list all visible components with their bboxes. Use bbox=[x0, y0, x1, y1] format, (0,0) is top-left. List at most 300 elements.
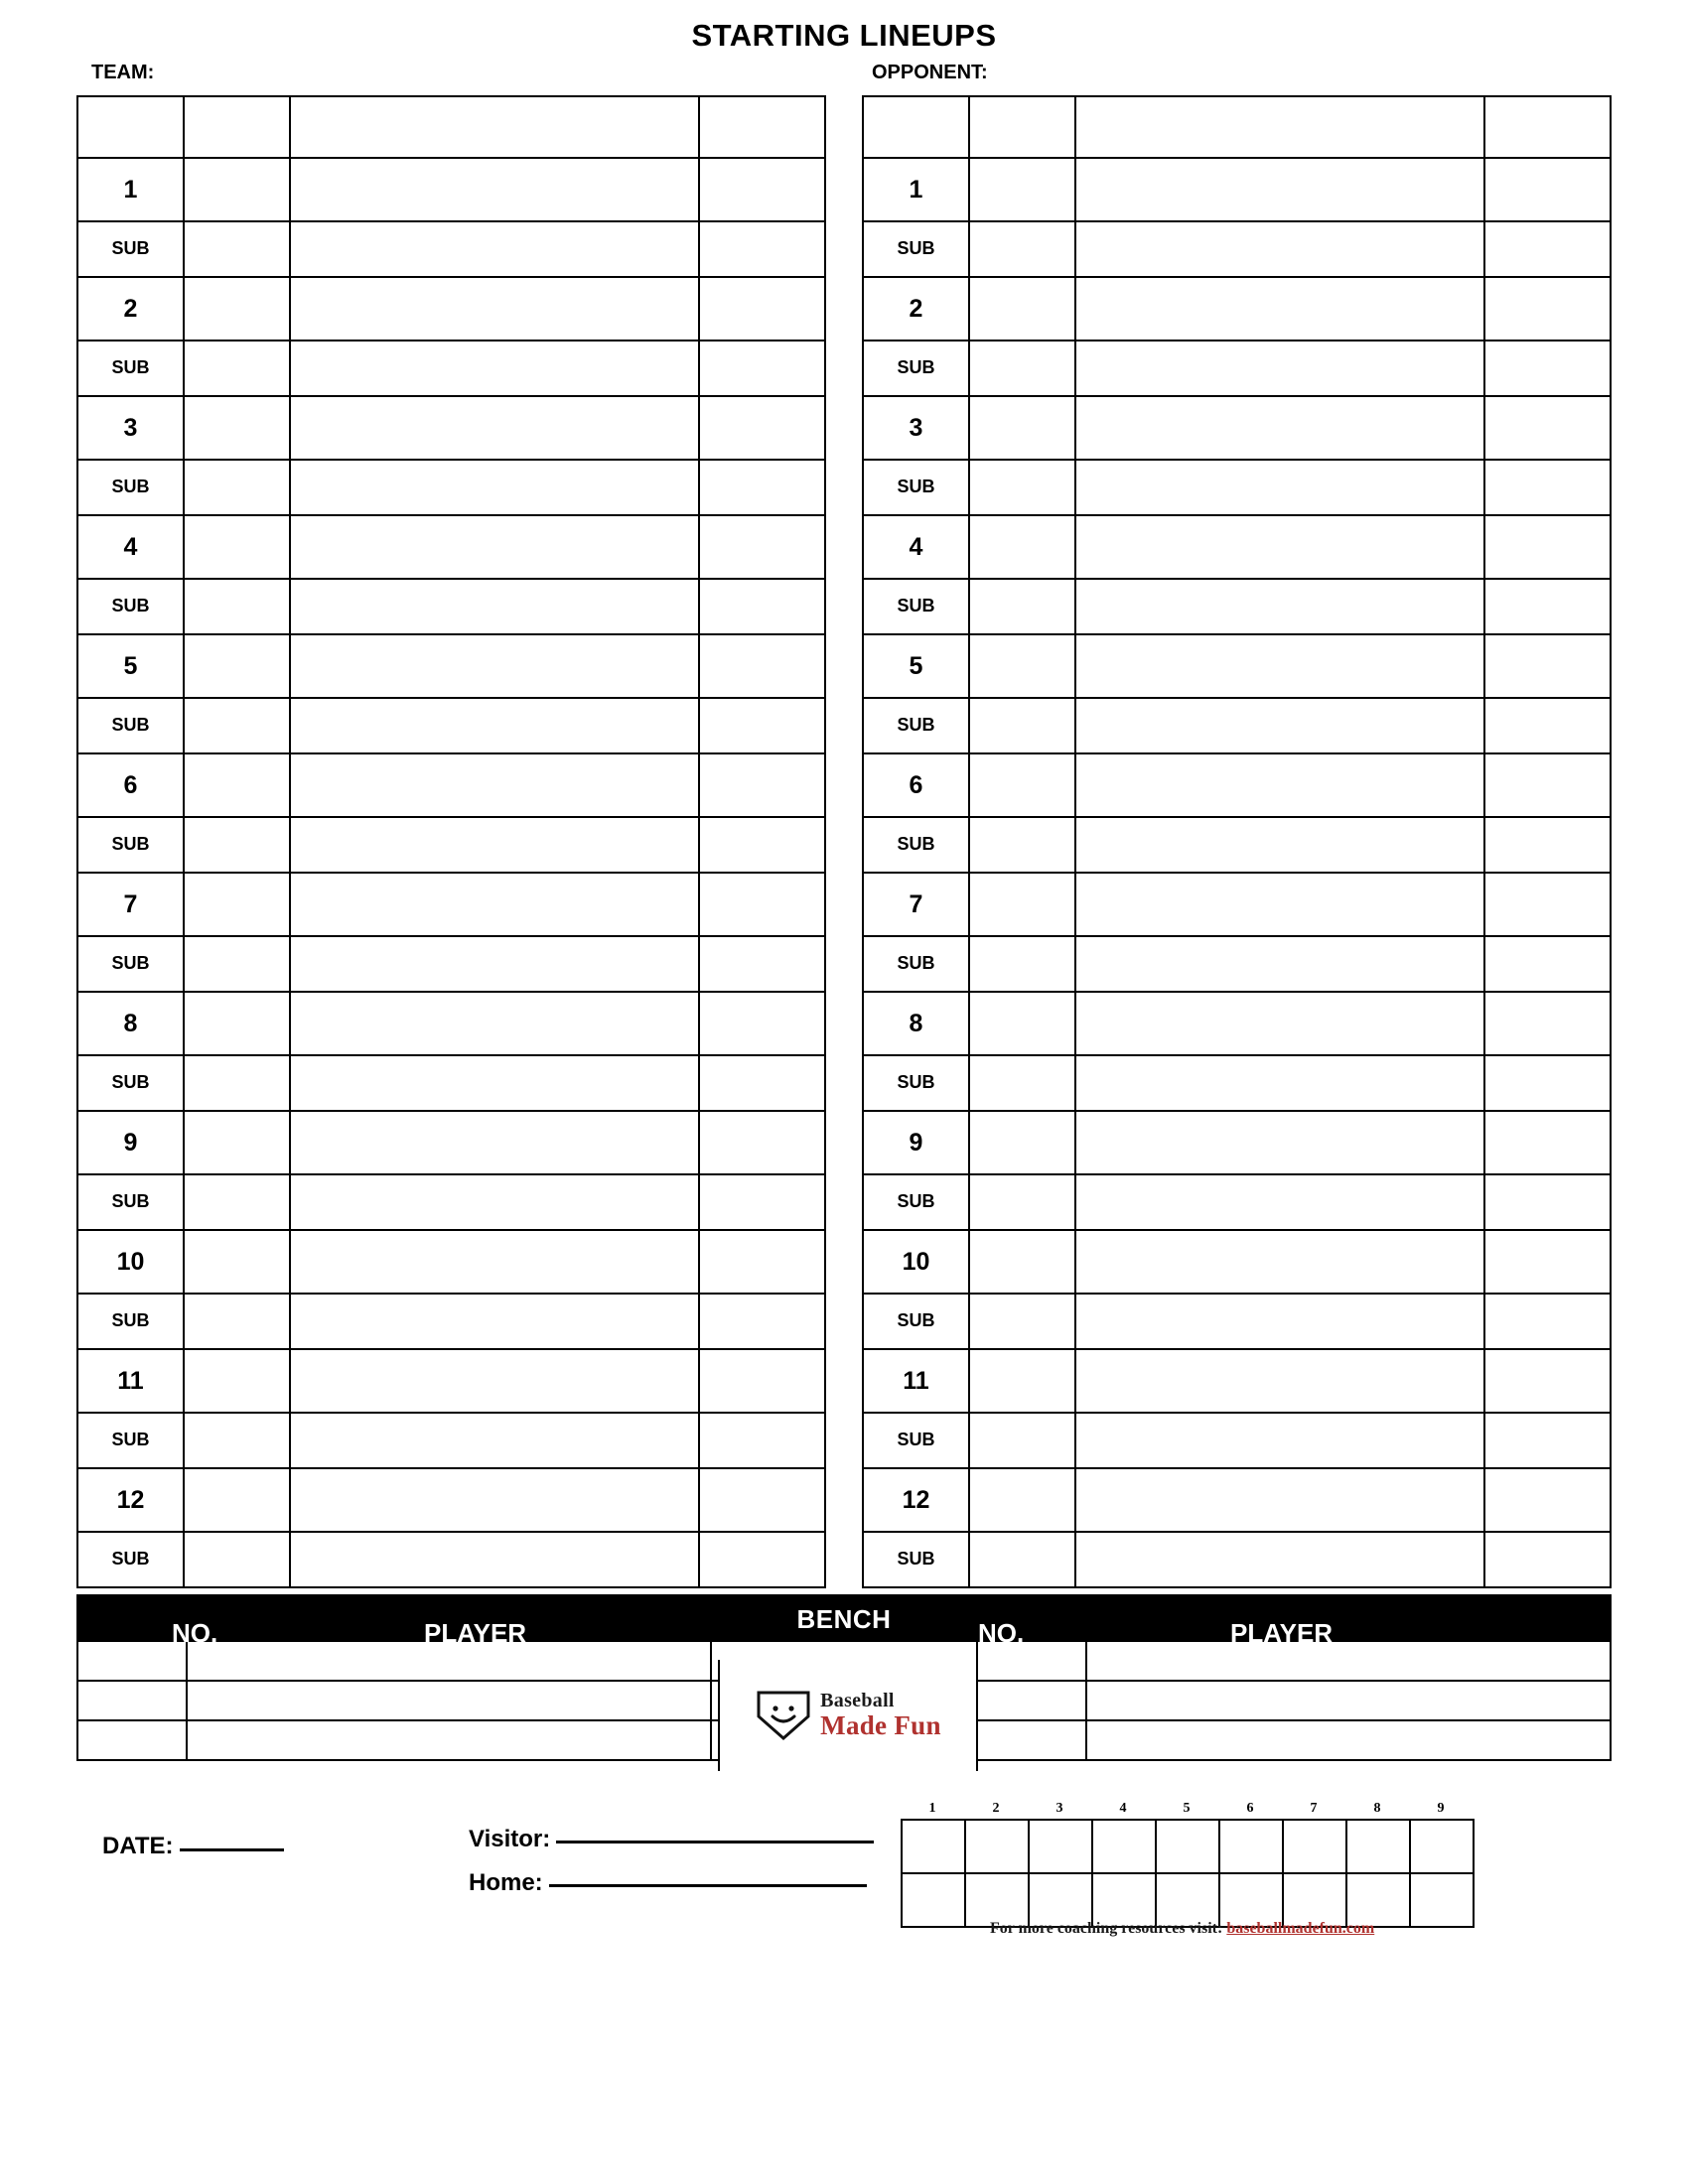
player-cell[interactable] bbox=[1075, 579, 1484, 634]
table-row bbox=[77, 1294, 825, 1349]
extra-cell[interactable] bbox=[699, 1055, 825, 1111]
position-cell[interactable] bbox=[184, 1294, 290, 1349]
extra-cell[interactable] bbox=[1484, 579, 1611, 634]
position-cell[interactable] bbox=[184, 992, 290, 1055]
position-cell[interactable] bbox=[969, 817, 1075, 873]
table-row bbox=[77, 1055, 825, 1111]
inning-cell[interactable] bbox=[1346, 1873, 1410, 1927]
table-row bbox=[863, 277, 1611, 341]
footer-section bbox=[76, 1789, 1612, 1938]
home-plate-smiley-icon bbox=[755, 1689, 812, 1742]
extra-cell[interactable] bbox=[699, 1413, 825, 1468]
slot-number: 2 bbox=[123, 294, 138, 323]
position-cell[interactable] bbox=[969, 158, 1075, 221]
player-cell[interactable] bbox=[1075, 698, 1484, 753]
bench-title: BENCH bbox=[76, 1594, 1612, 1640]
sub-label: SUB bbox=[897, 834, 935, 854]
inning-numbers-row bbox=[901, 1801, 1475, 1817]
position-cell[interactable] bbox=[969, 460, 1075, 515]
bench-player-cell[interactable] bbox=[187, 1720, 711, 1760]
bench-no-cell[interactable] bbox=[77, 1681, 187, 1720]
sub-label: SUB bbox=[111, 477, 150, 496]
inning-number: 5 bbox=[1183, 1801, 1191, 1816]
extra-cell[interactable] bbox=[699, 158, 825, 221]
position-cell[interactable] bbox=[184, 515, 290, 579]
position-cell[interactable] bbox=[969, 1349, 1075, 1413]
date-blank-line[interactable] bbox=[180, 1833, 284, 1851]
opp-header-num-cell[interactable] bbox=[863, 96, 969, 158]
visitor-field[interactable] bbox=[469, 1825, 874, 1853]
extra-cell[interactable] bbox=[1484, 1230, 1611, 1294]
position-cell[interactable] bbox=[969, 1230, 1075, 1294]
position-cell[interactable] bbox=[969, 396, 1075, 460]
table-row bbox=[863, 515, 1611, 579]
extra-cell[interactable] bbox=[699, 1468, 825, 1532]
slot-number: 4 bbox=[909, 532, 923, 561]
inning-number: 8 bbox=[1373, 1801, 1381, 1816]
extra-cell[interactable] bbox=[699, 817, 825, 873]
extra-cell[interactable] bbox=[1484, 992, 1611, 1055]
inning-number: 1 bbox=[928, 1801, 936, 1816]
position-cell[interactable] bbox=[969, 1055, 1075, 1111]
table-row bbox=[902, 1820, 1474, 1873]
player-cell[interactable] bbox=[1075, 873, 1484, 936]
sub-label: SUB bbox=[111, 238, 150, 258]
player-cell[interactable] bbox=[1075, 1174, 1484, 1230]
slot-number: 4 bbox=[123, 532, 138, 561]
slot-number: 3 bbox=[909, 413, 923, 442]
visitor-blank-line[interactable] bbox=[556, 1825, 874, 1843]
bench-section bbox=[76, 1594, 1612, 1761]
inning-number: 6 bbox=[1246, 1801, 1254, 1816]
player-cell[interactable] bbox=[290, 817, 699, 873]
slot-number: 3 bbox=[123, 413, 138, 442]
table-row bbox=[863, 396, 1611, 460]
table-row bbox=[863, 817, 1611, 873]
player-cell[interactable] bbox=[290, 579, 699, 634]
player-cell[interactable] bbox=[290, 277, 699, 341]
extra-cell[interactable] bbox=[1484, 817, 1611, 873]
inning-cell[interactable] bbox=[1092, 1820, 1156, 1873]
extra-cell[interactable] bbox=[699, 277, 825, 341]
extra-cell[interactable] bbox=[699, 460, 825, 515]
position-cell[interactable] bbox=[184, 158, 290, 221]
table-row bbox=[77, 277, 825, 341]
position-cell[interactable] bbox=[969, 341, 1075, 396]
player-cell[interactable] bbox=[1075, 158, 1484, 221]
player-cell[interactable] bbox=[1075, 515, 1484, 579]
table-row bbox=[863, 460, 1611, 515]
extra-cell[interactable] bbox=[699, 579, 825, 634]
position-cell[interactable] bbox=[969, 1468, 1075, 1532]
slot-number: 2 bbox=[909, 294, 923, 323]
team-lineup-table bbox=[76, 95, 826, 1588]
player-cell[interactable] bbox=[290, 158, 699, 221]
table-row bbox=[77, 1349, 825, 1413]
table-row bbox=[77, 96, 825, 158]
table-row bbox=[863, 1294, 1611, 1349]
team-header-pos-cell[interactable] bbox=[184, 96, 290, 158]
player-cell[interactable] bbox=[290, 1111, 699, 1174]
position-cell[interactable] bbox=[184, 817, 290, 873]
position-cell[interactable] bbox=[184, 1349, 290, 1413]
brand-line-2: Made Fun bbox=[820, 1710, 941, 1741]
table-row bbox=[902, 1873, 1474, 1927]
position-cell[interactable] bbox=[184, 277, 290, 341]
extra-cell[interactable] bbox=[1484, 460, 1611, 515]
extra-cell[interactable] bbox=[699, 873, 825, 936]
player-cell[interactable] bbox=[290, 1532, 699, 1587]
table-row bbox=[863, 96, 1611, 158]
extra-cell[interactable] bbox=[1484, 341, 1611, 396]
position-cell[interactable] bbox=[184, 1413, 290, 1468]
position-cell[interactable] bbox=[184, 1468, 290, 1532]
player-cell[interactable] bbox=[290, 1055, 699, 1111]
player-cell[interactable] bbox=[1075, 817, 1484, 873]
sub-label: SUB bbox=[111, 357, 150, 377]
player-cell[interactable] bbox=[290, 221, 699, 277]
table-row bbox=[77, 1111, 825, 1174]
opp-header-name-cell[interactable] bbox=[1075, 96, 1484, 158]
opponent-label: OPPONENT: bbox=[872, 62, 988, 83]
extra-cell[interactable] bbox=[1484, 1349, 1611, 1413]
player-cell[interactable] bbox=[1075, 936, 1484, 992]
bench-player-cell[interactable] bbox=[1086, 1681, 1611, 1720]
table-row bbox=[863, 1111, 1611, 1174]
player-cell[interactable] bbox=[290, 936, 699, 992]
lineups-container bbox=[76, 95, 1612, 1588]
position-cell[interactable] bbox=[969, 1174, 1075, 1230]
extra-cell[interactable] bbox=[1484, 1294, 1611, 1349]
bench-player-cell[interactable] bbox=[187, 1681, 711, 1720]
inning-number: 4 bbox=[1119, 1801, 1127, 1816]
brand-line-1: Baseball bbox=[820, 1690, 895, 1712]
sub-label: SUB bbox=[111, 715, 150, 735]
extra-cell[interactable] bbox=[1484, 753, 1611, 817]
table-row bbox=[77, 579, 825, 634]
inning-number: 3 bbox=[1055, 1801, 1063, 1816]
table-row bbox=[863, 873, 1611, 936]
extra-cell[interactable] bbox=[699, 341, 825, 396]
player-cell[interactable] bbox=[290, 1294, 699, 1349]
extra-cell[interactable] bbox=[1484, 634, 1611, 698]
sub-label: SUB bbox=[897, 596, 935, 615]
team-header-extra-cell[interactable] bbox=[699, 96, 825, 158]
extra-cell[interactable] bbox=[1484, 515, 1611, 579]
player-cell[interactable] bbox=[290, 1174, 699, 1230]
bench-no-cell[interactable] bbox=[977, 1720, 1086, 1760]
inning-number: 2 bbox=[992, 1801, 1000, 1816]
extra-cell[interactable] bbox=[1484, 936, 1611, 992]
position-cell[interactable] bbox=[184, 579, 290, 634]
player-cell[interactable] bbox=[290, 634, 699, 698]
position-cell[interactable] bbox=[969, 873, 1075, 936]
extra-cell[interactable] bbox=[1484, 1532, 1611, 1587]
extra-cell[interactable] bbox=[699, 753, 825, 817]
player-cell[interactable] bbox=[1075, 1230, 1484, 1294]
extra-cell[interactable] bbox=[699, 515, 825, 579]
player-cell[interactable] bbox=[1075, 277, 1484, 341]
player-cell[interactable] bbox=[1075, 634, 1484, 698]
extra-cell[interactable] bbox=[699, 1349, 825, 1413]
header-labels bbox=[0, 62, 1688, 95]
team-header-name-cell[interactable] bbox=[290, 96, 699, 158]
inning-number: 9 bbox=[1437, 1801, 1445, 1816]
extra-cell[interactable] bbox=[699, 221, 825, 277]
extra-cell[interactable] bbox=[699, 1294, 825, 1349]
bench-col-no-left: NO. bbox=[172, 1618, 218, 1648]
table-row bbox=[77, 698, 825, 753]
bench-col-player-left: PLAYER bbox=[424, 1618, 527, 1648]
inning-cell[interactable] bbox=[965, 1820, 1029, 1873]
extra-cell[interactable] bbox=[699, 698, 825, 753]
sub-label: SUB bbox=[897, 1430, 935, 1449]
position-cell[interactable] bbox=[969, 753, 1075, 817]
sub-label: SUB bbox=[111, 596, 150, 615]
player-cell[interactable] bbox=[290, 873, 699, 936]
bench-player-cell[interactable] bbox=[1086, 1641, 1611, 1681]
player-cell[interactable] bbox=[1075, 396, 1484, 460]
player-cell[interactable] bbox=[1075, 221, 1484, 277]
sub-label: SUB bbox=[111, 834, 150, 854]
sub-label: SUB bbox=[111, 1072, 150, 1092]
team-label: TEAM: bbox=[91, 62, 155, 83]
inning-cell[interactable] bbox=[1029, 1820, 1092, 1873]
position-cell[interactable] bbox=[184, 1174, 290, 1230]
table-row bbox=[863, 1230, 1611, 1294]
table-row bbox=[863, 158, 1611, 221]
sub-label: SUB bbox=[111, 953, 150, 973]
inning-cell[interactable] bbox=[1410, 1873, 1474, 1927]
sub-label: SUB bbox=[897, 357, 935, 377]
extra-cell[interactable] bbox=[1484, 158, 1611, 221]
opponent-lineup-table bbox=[862, 95, 1612, 1588]
extra-cell[interactable] bbox=[699, 1230, 825, 1294]
player-cell[interactable] bbox=[290, 341, 699, 396]
player-cell[interactable] bbox=[1075, 1413, 1484, 1468]
sub-label: SUB bbox=[111, 1430, 150, 1449]
sub-label: SUB bbox=[897, 477, 935, 496]
table-row bbox=[77, 515, 825, 579]
table-row bbox=[863, 936, 1611, 992]
position-cell[interactable] bbox=[184, 341, 290, 396]
player-cell[interactable] bbox=[290, 1413, 699, 1468]
slot-number: 6 bbox=[123, 770, 138, 799]
position-cell[interactable] bbox=[969, 515, 1075, 579]
table-row bbox=[863, 1532, 1611, 1587]
slot-number: 9 bbox=[909, 1128, 923, 1157]
position-cell[interactable] bbox=[184, 753, 290, 817]
home-field[interactable] bbox=[469, 1868, 867, 1897]
extra-cell[interactable] bbox=[1484, 221, 1611, 277]
sub-label: SUB bbox=[897, 1310, 935, 1330]
table-row bbox=[77, 1230, 825, 1294]
sub-label: SUB bbox=[897, 1072, 935, 1092]
player-cell[interactable] bbox=[290, 698, 699, 753]
player-cell[interactable] bbox=[290, 1349, 699, 1413]
player-cell[interactable] bbox=[1075, 992, 1484, 1055]
player-cell[interactable] bbox=[1075, 1294, 1484, 1349]
table-row bbox=[77, 634, 825, 698]
inning-cell[interactable] bbox=[1219, 1820, 1283, 1873]
position-cell[interactable] bbox=[184, 1111, 290, 1174]
table-row bbox=[863, 634, 1611, 698]
table-row bbox=[77, 817, 825, 873]
position-cell[interactable] bbox=[184, 221, 290, 277]
player-cell[interactable] bbox=[290, 1230, 699, 1294]
slot-number: 1 bbox=[909, 175, 923, 204]
table-row bbox=[77, 158, 825, 221]
extra-cell[interactable] bbox=[1484, 396, 1611, 460]
slot-number: 1 bbox=[123, 175, 138, 204]
inning-score-grid bbox=[901, 1801, 1475, 1928]
position-cell[interactable] bbox=[184, 1230, 290, 1294]
player-cell[interactable] bbox=[290, 515, 699, 579]
table-row bbox=[863, 753, 1611, 817]
extra-cell[interactable] bbox=[699, 1111, 825, 1174]
player-cell[interactable] bbox=[290, 753, 699, 817]
brand-wordmark bbox=[820, 1691, 941, 1739]
extra-cell[interactable] bbox=[1484, 1413, 1611, 1468]
slot-number: 10 bbox=[902, 1247, 930, 1276]
extra-cell[interactable] bbox=[1484, 698, 1611, 753]
position-cell[interactable] bbox=[969, 634, 1075, 698]
sub-label: SUB bbox=[897, 953, 935, 973]
position-cell[interactable] bbox=[184, 936, 290, 992]
home-blank-line[interactable] bbox=[549, 1868, 867, 1887]
position-cell[interactable] bbox=[969, 1111, 1075, 1174]
position-cell[interactable] bbox=[184, 460, 290, 515]
position-cell[interactable] bbox=[969, 221, 1075, 277]
inning-cell[interactable] bbox=[1029, 1873, 1092, 1927]
table-row bbox=[863, 1413, 1611, 1468]
inning-cell[interactable] bbox=[1092, 1873, 1156, 1927]
inning-cell[interactable] bbox=[902, 1820, 965, 1873]
slot-number: 9 bbox=[123, 1128, 138, 1157]
player-cell[interactable] bbox=[290, 1468, 699, 1532]
date-field[interactable] bbox=[102, 1833, 284, 1860]
table-row bbox=[77, 1532, 825, 1587]
slot-number: 12 bbox=[116, 1485, 145, 1514]
extra-cell[interactable] bbox=[1484, 1174, 1611, 1230]
slot-number: 5 bbox=[123, 651, 138, 680]
position-cell[interactable] bbox=[969, 1532, 1075, 1587]
slot-number: 10 bbox=[116, 1247, 145, 1276]
bench-no-cell[interactable] bbox=[77, 1641, 187, 1681]
opp-header-pos-cell[interactable] bbox=[969, 96, 1075, 158]
position-cell[interactable] bbox=[184, 873, 290, 936]
position-cell[interactable] bbox=[184, 1055, 290, 1111]
extra-cell[interactable] bbox=[699, 936, 825, 992]
bench-no-cell[interactable] bbox=[977, 1681, 1086, 1720]
slot-number: 8 bbox=[909, 1009, 923, 1037]
extra-cell[interactable] bbox=[699, 1174, 825, 1230]
bench-player-cell[interactable] bbox=[1086, 1720, 1611, 1760]
table-row bbox=[863, 698, 1611, 753]
extra-cell[interactable] bbox=[1484, 873, 1611, 936]
extra-cell[interactable] bbox=[1484, 1468, 1611, 1532]
bench-no-cell[interactable] bbox=[77, 1720, 187, 1760]
table-row bbox=[77, 341, 825, 396]
inning-number: 7 bbox=[1310, 1801, 1318, 1816]
inning-cell[interactable] bbox=[1410, 1820, 1474, 1873]
table-row bbox=[77, 992, 825, 1055]
position-cell[interactable] bbox=[969, 579, 1075, 634]
extra-cell[interactable] bbox=[699, 634, 825, 698]
player-cell[interactable] bbox=[1075, 1532, 1484, 1587]
slot-number: 7 bbox=[909, 889, 923, 918]
table-row bbox=[863, 579, 1611, 634]
inning-cell[interactable] bbox=[1346, 1820, 1410, 1873]
sub-label: SUB bbox=[897, 238, 935, 258]
date-label: DATE: bbox=[102, 1833, 174, 1859]
player-cell[interactable] bbox=[1075, 1349, 1484, 1413]
position-cell[interactable] bbox=[969, 1294, 1075, 1349]
position-cell[interactable] bbox=[184, 634, 290, 698]
player-cell[interactable] bbox=[290, 396, 699, 460]
opp-header-extra-cell[interactable] bbox=[1484, 96, 1611, 158]
slot-number: 7 bbox=[123, 889, 138, 918]
bench-col-no-right: NO. bbox=[978, 1618, 1025, 1648]
player-cell[interactable] bbox=[1075, 460, 1484, 515]
table-row bbox=[863, 341, 1611, 396]
table-row bbox=[77, 873, 825, 936]
player-cell[interactable] bbox=[1075, 1055, 1484, 1111]
inning-cell[interactable] bbox=[902, 1873, 965, 1927]
extra-cell[interactable] bbox=[1484, 1111, 1611, 1174]
position-cell[interactable] bbox=[969, 1413, 1075, 1468]
player-cell[interactable] bbox=[1075, 753, 1484, 817]
inning-cell[interactable] bbox=[1283, 1873, 1346, 1927]
inning-cell[interactable] bbox=[965, 1873, 1029, 1927]
resources-link[interactable]: baseballmadefun.com bbox=[1226, 1920, 1375, 1937]
inning-cell[interactable] bbox=[1156, 1820, 1219, 1873]
position-cell[interactable] bbox=[969, 936, 1075, 992]
inning-cell[interactable] bbox=[1219, 1873, 1283, 1927]
position-cell[interactable] bbox=[184, 698, 290, 753]
extra-cell[interactable] bbox=[699, 1532, 825, 1587]
inning-cell[interactable] bbox=[1156, 1873, 1219, 1927]
visitor-label: Visitor: bbox=[469, 1826, 551, 1852]
inning-cell[interactable] bbox=[1283, 1820, 1346, 1873]
position-cell[interactable] bbox=[969, 992, 1075, 1055]
inning-score-table bbox=[901, 1819, 1475, 1928]
table-row bbox=[77, 460, 825, 515]
player-cell[interactable] bbox=[1075, 341, 1484, 396]
table-row bbox=[77, 1468, 825, 1532]
table-row bbox=[77, 753, 825, 817]
player-cell[interactable] bbox=[1075, 1468, 1484, 1532]
position-cell[interactable] bbox=[969, 698, 1075, 753]
brand-logo bbox=[718, 1660, 978, 1771]
extra-cell[interactable] bbox=[699, 992, 825, 1055]
extra-cell[interactable] bbox=[1484, 277, 1611, 341]
table-row bbox=[77, 1174, 825, 1230]
player-cell[interactable] bbox=[290, 460, 699, 515]
resources-note bbox=[990, 1920, 1374, 1938]
position-cell[interactable] bbox=[184, 1532, 290, 1587]
team-header-num-cell[interactable] bbox=[77, 96, 184, 158]
slot-number: 11 bbox=[117, 1366, 144, 1395]
extra-cell[interactable] bbox=[699, 396, 825, 460]
position-cell[interactable] bbox=[184, 396, 290, 460]
extra-cell[interactable] bbox=[1484, 1055, 1611, 1111]
sub-label: SUB bbox=[897, 1549, 935, 1569]
player-cell[interactable] bbox=[1075, 1111, 1484, 1174]
position-cell[interactable] bbox=[969, 277, 1075, 341]
player-cell[interactable] bbox=[290, 992, 699, 1055]
slot-number: 11 bbox=[903, 1366, 929, 1395]
